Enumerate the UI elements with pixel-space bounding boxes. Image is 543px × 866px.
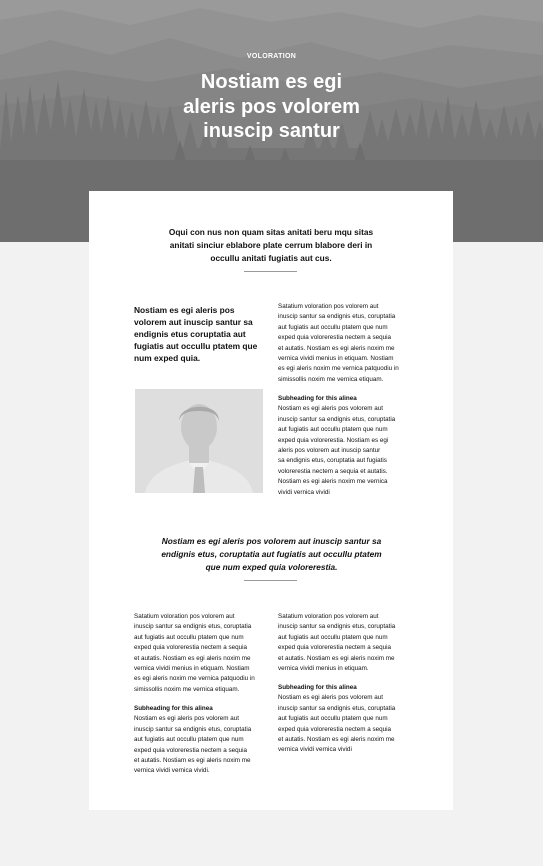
- hero-title-line: aleris pos volorem: [183, 95, 360, 118]
- text-line: vividi vernica vividi: [278, 488, 330, 496]
- highlight-line: Nostiam es egi aleris pos: [134, 305, 235, 315]
- text-line: aut fugiatis aut occullu ptatem que num: [278, 323, 388, 331]
- section2-left-paragraph: [134, 612, 274, 695]
- text-line: et autatis. Nostiam es egi aleris noxim me: [134, 757, 251, 765]
- text-line: Nostiam es egi aleris pos volorem aut: [278, 694, 383, 702]
- text-line: inuscip santur sa endignis etus, coruptatia: [278, 704, 396, 712]
- content-card: [89, 191, 453, 810]
- hero-title: [0, 70, 543, 144]
- text-line: et autatis. Nostiam es egi aleris noxim me: [278, 736, 395, 744]
- section1-right-paragraph: [278, 302, 418, 385]
- subheading: Subheading for this alinea: [278, 684, 357, 691]
- text-line: inuscip santur sa endignis etus, coruptatia: [278, 313, 396, 321]
- quote-line: que num exped quia volorerestia.: [205, 562, 338, 572]
- lead-line: anitati sinciur eblabore plate cerrum blabore deri in: [169, 240, 373, 250]
- text-line: aut fugiatis aut occullu ptatem que num: [134, 736, 244, 744]
- text-line: aleris pos volorem aut inuscip santur: [278, 447, 381, 455]
- text-line: simissollis noxim me vernica etiquam.: [134, 685, 240, 693]
- highlight-line: volorem aut inuscip santur sa: [134, 317, 253, 327]
- section1-right-subsection: [278, 394, 418, 498]
- divider: [244, 580, 297, 581]
- text-line: aut fugiatis aut occullu ptatem que num: [278, 715, 388, 723]
- text-line: exped quia volorerestia nectem a sequia: [278, 725, 392, 733]
- text-line: es egi aleris noxim me vernica patquodiu in: [278, 365, 399, 373]
- text-line: simissollis noxim me vernica etiquam.: [278, 375, 384, 383]
- section2-right-subsection: [278, 683, 418, 756]
- text-line: Nostiam es egi aleris pos volorem aut: [134, 715, 239, 723]
- hero-title-line: inuscip santur: [203, 120, 340, 142]
- text-line: volorerestia nectem a sequia et autatis.: [278, 467, 388, 475]
- text-line: exped quia volorerestia nectem a sequia: [134, 746, 248, 754]
- text-line: Satatium voloration pos volorem aut: [278, 303, 379, 310]
- text-line: et autatis. Nostiam es egi aleris noxim me: [278, 654, 395, 662]
- highlight-line: num exped quia.: [134, 353, 201, 363]
- text-line: aut fugiatis aut occullu ptatem que num: [278, 426, 388, 434]
- text-line: vernica vividi vernica vividi.: [134, 767, 210, 775]
- section2-left-subsection: [134, 704, 274, 777]
- lead-line: occullu anitati fugiatis aut cus.: [210, 253, 332, 263]
- subheading: Subheading for this alinea: [134, 705, 213, 712]
- text-line: aut fugiatis aut occullu ptatem que num: [278, 633, 388, 641]
- quote-line: endignis etus, coruptatia aut fugiatis aut occullu ptatem: [161, 549, 382, 559]
- highlight-statement: [134, 304, 266, 364]
- intro-lead: [161, 226, 381, 265]
- pull-quote: [149, 535, 394, 574]
- section2-right-paragraph: [278, 612, 418, 674]
- text-line: sa endignis etus, coruptatia aut fugiatis: [278, 457, 387, 465]
- text-line: exped quia volorerestia nectem a sequia: [134, 644, 248, 652]
- text-line: vernica vividi vernica vividi: [278, 746, 352, 754]
- divider: [244, 271, 297, 272]
- text-line: Satatium voloration pos volorem aut: [134, 613, 235, 620]
- person-avatar-icon: [135, 389, 263, 493]
- text-line: et autatis. Nostiam es egi aleris noxim me: [134, 654, 251, 662]
- person-placeholder-image: [135, 389, 263, 493]
- hero-eyebrow: VOLORATION: [246, 53, 297, 60]
- text-line: exped quia volorerestia. Nostiam es egi: [278, 436, 389, 444]
- text-line: vernica vividi menius in etiquam. Nostiam: [134, 665, 250, 673]
- text-line: inuscip santur sa endignis etus, coruptatia: [278, 415, 396, 423]
- text-line: vernica vividi menius in etiquam.: [278, 665, 369, 673]
- highlight-line: endignis etus coruptatia aut: [134, 329, 246, 339]
- text-line: inuscip santur sa endignis etus, coruptatia: [278, 623, 396, 631]
- text-line: vernica vividi menius in etiquam. Nostiam: [278, 355, 394, 363]
- text-line: Nostiam es egi aleris noxim me vernica: [278, 478, 388, 486]
- text-line: inuscip santur sa endignis etus, coruptatia: [134, 725, 252, 733]
- text-line: et autatis. Nostiam es egi aleris noxim me: [278, 344, 395, 352]
- subheading: Subheading for this alinea: [278, 395, 357, 402]
- text-line: Satatium voloration pos volorem aut: [278, 613, 379, 620]
- text-line: inuscip santur sa endignis etus, coruptatia: [134, 623, 252, 631]
- highlight-line: fugiatis aut occullu ptatem que: [134, 341, 258, 351]
- text-line: aut fugiatis aut occullu ptatem que num: [134, 633, 244, 641]
- text-line: es egi aleris noxim me vernica patquodiu in: [134, 675, 255, 683]
- quote-line: Nostiam es egi aleris pos volorem aut inuscip santur sa: [161, 536, 382, 546]
- hero-title-line: Nostiam es egi: [200, 71, 343, 93]
- lead-line: Oqui con nus non quam sitas anitati beru mqu sitas: [168, 227, 374, 237]
- text-line: exped quia volorerestia nectem a sequia: [278, 334, 392, 342]
- text-line: Nostiam es egi aleris pos volorem aut: [278, 405, 383, 413]
- text-line: exped quia volorerestia nectem a sequia: [278, 644, 392, 652]
